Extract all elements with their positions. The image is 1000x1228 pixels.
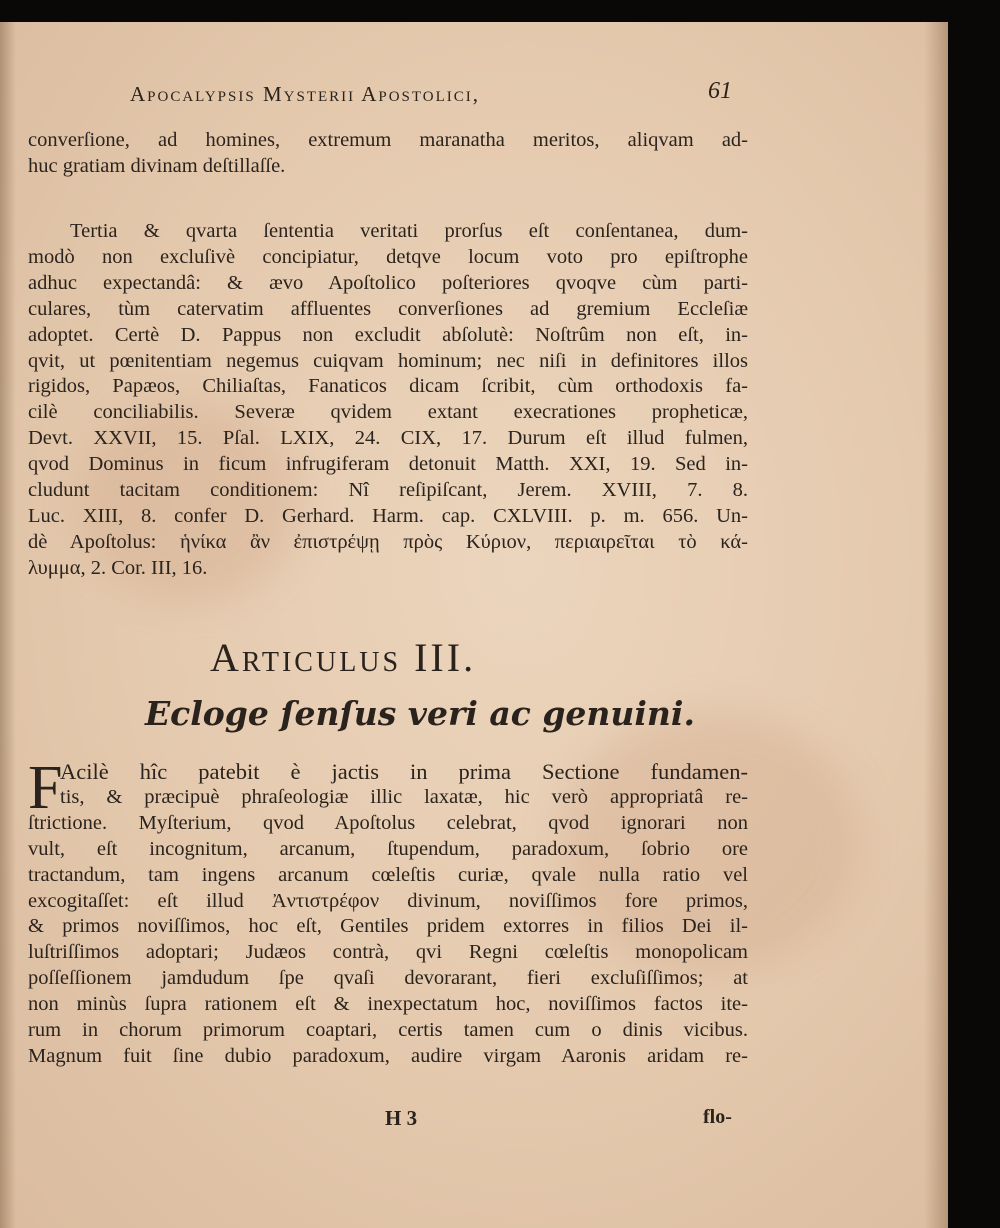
text-line: culares, tùm catervatim affluentes converſiones ad gremium Eccleſiæ	[28, 297, 748, 320]
page-number: 61	[708, 78, 732, 104]
paragraph-1	[28, 128, 748, 180]
text-line: cilè conciliabilis. Severæ qvidem extant execrationes propheticæ,	[28, 401, 748, 424]
text-line: qvit, ut pœnitentiam negemus cuiqvam hominum; nec niſi in definitores illos	[28, 349, 748, 372]
text-line: λυμμα, 2. Cor. III, 16.	[28, 556, 208, 579]
article-heading: Articulus III.	[210, 635, 477, 680]
text-line: ſtrictione. Myſterium, qvod Apoſtolus celebrat, qvod ignorari non	[28, 811, 748, 834]
text-line: dè Apoſtolus: ἡνίκα ἂν ἐπιστρέψῃ πρὸς Κύριον, περιαιρεῖται τὸ κά-	[28, 530, 748, 553]
text-line: poſſeſſionem jamdudum ſpe qvaſi devorarant, fieri excluſiſſimos; at	[28, 967, 748, 990]
book-page	[0, 22, 948, 1228]
signature-mark: H 3	[385, 1106, 418, 1130]
text-line: excogitaſſet: eſt illud Ἀντιστρέφον divinum, noviſſimos fore primos,	[28, 889, 748, 912]
page-edge-shadow	[924, 22, 948, 1228]
text-line: Luc. XIII, 8. confer D. Gerhard. Harm. cap. CXLVIII. p. m. 656. Un-	[28, 504, 748, 527]
text-line: adoptet. Certè D. Pappus non excludit abſolutè: Noſtrûm non eſt, in-	[28, 323, 748, 346]
text-line: Devt. XXVII, 15. Pſal. LXIX, 24. CIX, 17. Durum eſt illud fulmen,	[28, 427, 748, 450]
text-line: cludunt tacitam conditionem: Nî reſipiſcant, Jerem. XVIII, 7. 8.	[28, 479, 748, 502]
text-line: tractandum, tam ingens arcanum cœleſtis curiæ, qvale nulla ratio vel	[28, 863, 748, 886]
text-line: adhuc expectandâ: & ævo Apoſtolico poſteriores qvoqve cùm parti-	[28, 271, 748, 294]
text-line: huc gratiam divinam deſtillaſſe.	[28, 154, 286, 177]
text-line: tis, & præcipuè phraſeologiæ illic laxatæ, hic verò appropriatâ re-	[60, 785, 748, 808]
drop-cap: F	[28, 754, 63, 822]
paragraph-3	[28, 754, 748, 1070]
text-line: non minùs ſupra rationem eſt & inexpectatum hoc, noviſſimos factos ite-	[28, 993, 748, 1016]
text-line: Tertia & qvarta ſententia veritati prorſus eſt conſentanea, dum-	[70, 220, 748, 242]
text-line: Acilè hîc patebit è jactis in prima Sectione fundamen-	[60, 759, 748, 784]
text-line: vult, eſt incognitum, arcanum, ſtupendum, paradoxum, ſobrio ore	[28, 837, 748, 860]
text-line: luſtriſſimos adoptari; Judæos contrà, qvi Regni cœleſtis monopolicam	[28, 941, 748, 964]
text-line: rum in chorum primorum coaptari, certis tamen cum o dinis vicibus.	[28, 1019, 748, 1042]
text-line: qvod Dominus in ficum infrugiferam detonuit Matth. XXI, 19. Sed in-	[28, 453, 748, 476]
text-line: converſione, ad homines, extremum maranatha meritos, aliqvam ad-	[28, 129, 748, 151]
article-subtitle: Ecloge ſenſus veri ac genuini.	[145, 694, 695, 733]
running-header: Apocalypsis Mysterii Apostolici,	[130, 82, 481, 106]
text-line: modò non excluſivè concipiatur, detqve locum voto pro epiſtrophe	[28, 245, 748, 268]
paragraph-2	[28, 219, 748, 582]
text-line: rigidos, Papæos, Chiliaſtas, Fanaticos dicam ſcribit, cùm orthodoxis fa-	[28, 375, 748, 398]
text-line: Magnum fuit ſine dubio paradoxum, audire virgam Aaronis aridam re-	[28, 1044, 748, 1067]
gutter-shadow	[0, 22, 16, 1228]
text-line: & primos noviſſimos, hoc eſt, Gentiles pridem extorres in filios Dei il-	[28, 915, 748, 938]
catchword: flo-	[703, 1106, 732, 1128]
